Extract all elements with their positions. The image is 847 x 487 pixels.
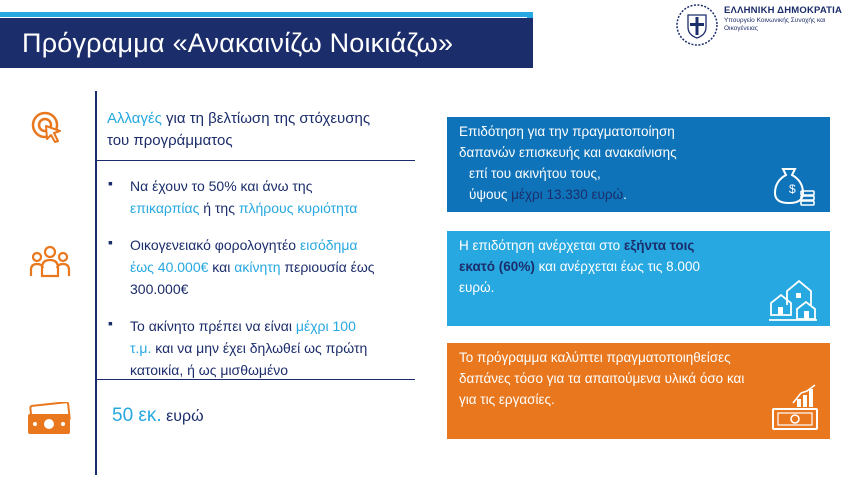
changes-highlight: Αλλαγές xyxy=(107,110,162,127)
bullet-3-line2: και να μην έχει δηλωθεί ως πρώτη xyxy=(151,340,368,356)
logo-subtitle: Υπουργείο Κοινωνικής Συνοχής και Οικογένειας xyxy=(724,17,826,32)
bullet-2-income-limit: έως 40.000€ xyxy=(130,259,209,275)
bullet-2-property-limit: 300.000€ xyxy=(130,281,189,297)
vertical-divider xyxy=(95,91,97,475)
houses-icon xyxy=(767,275,819,323)
bullet-3-line3: κατοικία, ή ως μισθωμένο xyxy=(130,362,289,378)
box1-line2: δαπανών επισκευής και ανακαίνισης xyxy=(459,145,677,160)
bullet-3-sqm: τ.μ. xyxy=(130,340,152,356)
page-title: Πρόγραμμα «Ανακαινίζω Νοικιάζω» xyxy=(22,28,454,58)
bullet-2-connector: και xyxy=(208,259,235,275)
bullet-2-line1: Οικογενειακό φορολογητέο xyxy=(130,237,300,253)
box1-line4-prefix: ύψους xyxy=(469,187,512,202)
bullet-2-property: ακίνητη xyxy=(234,259,281,275)
box2-line1 xyxy=(459,235,818,256)
info-box-subsidy xyxy=(447,117,830,212)
budget-amount xyxy=(112,405,204,427)
coat-of-arms-icon xyxy=(675,3,719,47)
target-click-icon xyxy=(30,110,70,146)
bullet-2-property-text: περιουσία έως xyxy=(280,259,375,275)
box1-line4-period: . xyxy=(623,187,627,202)
box2-sixty-percent-1: εξήντα τοις xyxy=(623,238,695,253)
box2-line3: ευρώ. xyxy=(459,280,495,295)
section-changes-text xyxy=(107,108,370,152)
cash-growth-icon xyxy=(769,383,821,435)
budget-value: 50 εκ. xyxy=(112,405,162,426)
box3-line3: για τις εργασίες. xyxy=(459,392,555,407)
bullet-1-usufruct: επικαρπίας xyxy=(130,200,200,216)
bullet-3-line1: Το ακίνητο πρέπει να είναι xyxy=(130,318,296,334)
slide: Πρόγραμμα «Ανακαινίζω Νοικιάζω» ΕΛΛΗΝΙΚΗ ΔΗΜΟΚΡΑΤΙΑ Υπουργείο Κοινωνικής Συνοχής και Οικογένειας Αλλαγές για τη βελτίωση της στόχευσης του προγράμματος ▪ Να έχουν το 50% και άνω της επικαρπίας ή της πλήρους κυριότητα ▪ Οικογενειακό φορολογητέο εισόδημα έως 40.000€ και ακίνητη περιουσία έως 300.000€ ▪ Το ακίνητο πρέπει να είναι μέχρι 100 τ.μ. και να μην έχει δηλωθεί ως πρώτη κατοικία, ή ως μισθωμένο 50 εκ. ευρώ Επιδότηση για την πραγματοποίηση δαπανών επισκευής και ανακαίνισης επί του ακινήτου τους, ύψους μέχρι 13.330 ευρώ. $ Η επιδότηση ανέρχεται στο εξήντα τοις εκατό (60%) και ανέρχεται έως τις 8.000 ευρώ. Το πρόγραμμα καλύπτει πραγματοποιηθείσες δαπάνες τόσο για τα απαιτούμενα υλικά όσο και για τις εργασίες. xyxy=(0,0,847,487)
divider-1 xyxy=(97,160,415,161)
bullet-1-connector: ή της xyxy=(199,200,239,216)
box1-max-amount: μέχρι 13.330 ευρώ xyxy=(511,187,624,202)
logo-title: ΕΛΛΗΝΙΚΗ ΔΗΜΟΚΡΑΤΙΑ xyxy=(724,5,843,16)
box3-line1: Το πρόγραμμα καλύπτει πραγματοποιηθείσες xyxy=(459,350,731,365)
box2-line2 xyxy=(459,256,818,277)
box1-line1: Επιδότηση για την πραγματοποίηση xyxy=(459,124,675,139)
changes-line1: για τη βελτίωση της στόχευσης xyxy=(161,110,371,127)
bullet-2-income: εισόδημα xyxy=(299,237,358,253)
title-accent-bar xyxy=(0,12,527,17)
bullet-3-size: μέχρι 100 xyxy=(295,318,356,334)
box1-line4 xyxy=(459,184,818,205)
bullet-1-full-ownership: πλήρους κυριότητα xyxy=(238,200,358,216)
box1-line3: επί του ακινήτου τους, xyxy=(469,166,601,181)
box2-line1-text: Η επιδότηση ανέρχεται στο xyxy=(459,238,624,253)
family-icon xyxy=(28,243,72,279)
info-box-percentage xyxy=(447,231,830,326)
budget-unit: ευρώ xyxy=(161,408,204,425)
info-box-coverage xyxy=(447,343,830,439)
svg-text:$: $ xyxy=(789,182,796,196)
money-bag-icon xyxy=(771,161,817,207)
changes-line2: του προγράμματος xyxy=(107,132,233,149)
bullet-1-line1: Να έχουν το 50% και άνω της xyxy=(130,178,313,194)
box3-line2: δαπάνες τόσο για τα απαιτούμενα υλικά όσο και xyxy=(459,371,745,386)
box2-sixty-percent-2: εκατό (60%) xyxy=(459,259,535,274)
box2-line2-text: και ανέρχεται έως τις 8.000 xyxy=(534,259,700,274)
money-icon xyxy=(25,402,73,436)
